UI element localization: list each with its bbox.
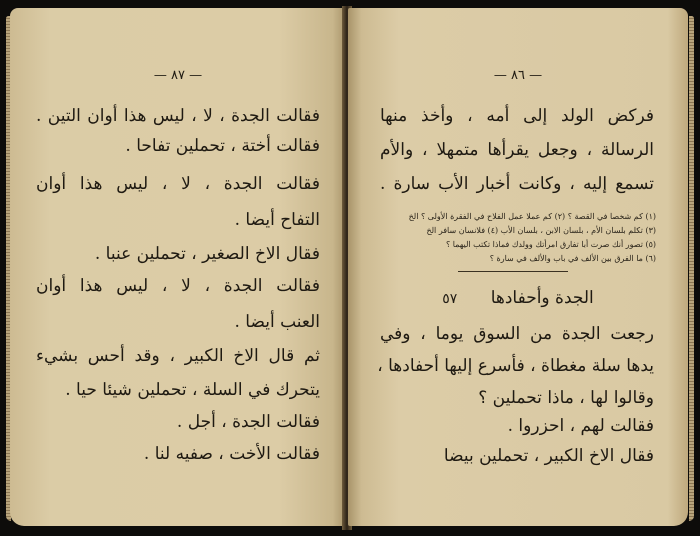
text-line: تسمع إليه ، وكانت أخبار الأب سارة .: [380, 174, 654, 194]
text-line: فقالت الجدة ، أجل .: [176, 412, 320, 432]
divider: [458, 271, 568, 272]
text-line: يتحرك في السلة ، تحملين شيئا حيا .: [65, 380, 320, 400]
exercise-note: (٦) ما الفرق بين الألف في باب والألف في سارة ؟: [489, 254, 656, 263]
lesson-title: الجدة وأحفادها: [490, 288, 594, 308]
text-line: العنب أيضا .: [234, 312, 320, 332]
left-page-number: — ٨٧ —: [153, 68, 203, 83]
exercise-note: (٥) تصور أنك صرت أبا تفارق امرأتك وولدك فماذا تكتب اليهما ؟: [446, 240, 656, 249]
text-line: فقالت الأخت ، صفيه لنا .: [143, 444, 320, 464]
text-line: الرسالة ، وجعل يقرأها متمهلا ، والأم: [380, 140, 654, 160]
text-line: يدها سلة مغطاة ، فأسرع إليها أحفادها ،: [377, 356, 654, 376]
text-line: فقالت الجدة ، لا ، ليس هذا أوان التين .: [36, 106, 320, 126]
text-line: فقالت الجدة ، لا ، ليس هذا أوان: [36, 276, 320, 296]
right-page-number: — ٨٦ —: [493, 68, 543, 83]
text-line: فقالت الجدة ، لا ، ليس هذا أوان: [36, 174, 320, 194]
right-page-edge: [689, 16, 694, 521]
text-line: وقالوا لها ، ماذا تحملين ؟: [478, 388, 654, 408]
left-page: [10, 8, 346, 526]
text-line: التفاح أيضا .: [234, 210, 320, 230]
text-line: ثم قال الاخ الكبير ، وقد أحس بشيء: [36, 346, 320, 366]
text-line: فقالت أختة ، تحملين تفاحا .: [125, 136, 320, 156]
text-line: فقال الاخ الصغير ، تحملين عنبا .: [94, 244, 320, 264]
text-line: فركض الولد إلى أمه ، وأخذ منها: [380, 106, 654, 126]
exercise-note: (٣) تكلم بلسان الأم ، بلسان الابن ، بلسان الأب (٤) فلانسان سافر الخ: [426, 226, 656, 235]
right-page: [348, 8, 688, 526]
text-line: فقال الاخ الكبير ، تحملين بيضا: [443, 446, 654, 466]
exercise-note: (١) كم شخصا في القصة ؟ (٢) كم عملا عمل الفلاح في الفقرة الأولى ؟ الخ: [408, 212, 656, 221]
text-line: رجعت الجدة من السوق يوما ، وفي: [380, 324, 654, 344]
open-book: [6, 6, 694, 530]
text-line: فقالت لهم ، احزروا .: [507, 416, 654, 436]
lesson-heading: [348, 288, 688, 309]
lesson-number: ٥٧: [442, 291, 458, 307]
